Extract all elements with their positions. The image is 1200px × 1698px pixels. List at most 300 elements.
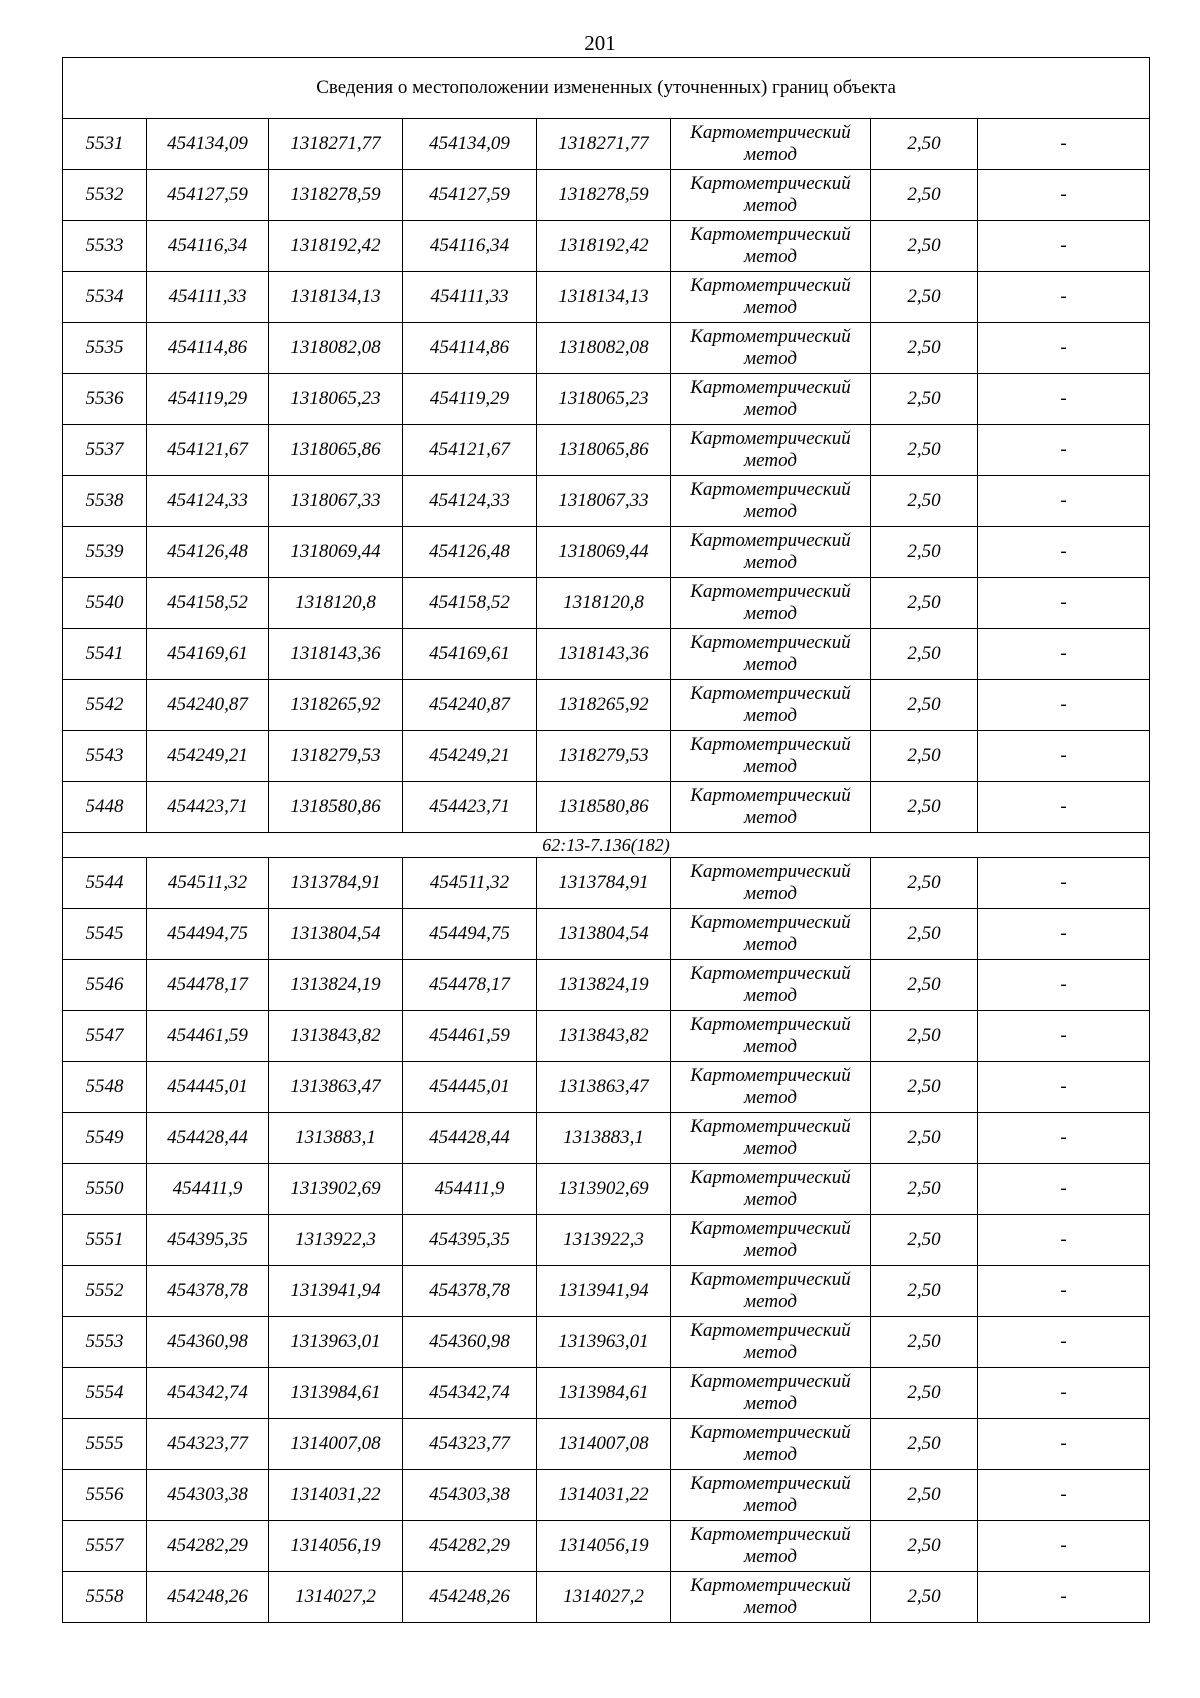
y-refined-cell: 1318265,92 bbox=[537, 680, 671, 731]
y-refined-cell: 1318067,33 bbox=[537, 476, 671, 527]
method-line-1: Картометрический bbox=[690, 224, 851, 245]
point-number-cell: 5539 bbox=[63, 527, 147, 578]
x-refined-cell: 454119,29 bbox=[403, 374, 537, 425]
determination-method-cell bbox=[671, 680, 871, 731]
x-existing-cell: 454169,61 bbox=[147, 629, 269, 680]
method-line-2: метод bbox=[744, 1087, 797, 1108]
x-existing-cell: 454478,17 bbox=[147, 960, 269, 1011]
y-existing-cell: 1313941,94 bbox=[269, 1266, 403, 1317]
x-existing-cell: 454111,33 bbox=[147, 272, 269, 323]
determination-method-cell bbox=[671, 1011, 871, 1062]
determination-method-cell bbox=[671, 170, 871, 221]
section-label: 62:13-7.136(182) bbox=[63, 833, 1150, 858]
x-refined-cell: 454428,44 bbox=[403, 1113, 537, 1164]
x-existing-cell: 454249,21 bbox=[147, 731, 269, 782]
precision-cell: 2,50 bbox=[871, 858, 978, 909]
y-refined-cell: 1318279,53 bbox=[537, 731, 671, 782]
x-refined-cell: 454248,26 bbox=[403, 1572, 537, 1623]
method-line-2: метод bbox=[744, 348, 797, 369]
x-existing-cell: 454282,29 bbox=[147, 1521, 269, 1572]
method-line-2: метод bbox=[744, 883, 797, 904]
y-existing-cell: 1313824,19 bbox=[269, 960, 403, 1011]
description-cell: - bbox=[978, 960, 1150, 1011]
x-existing-cell: 454116,34 bbox=[147, 221, 269, 272]
method-line-1: Картометрический bbox=[690, 683, 851, 704]
method-line-1: Картометрический bbox=[690, 1320, 851, 1341]
y-existing-cell: 1318065,23 bbox=[269, 374, 403, 425]
method-line-2: метод bbox=[744, 705, 797, 726]
x-refined-cell: 454240,87 bbox=[403, 680, 537, 731]
table-row bbox=[63, 323, 1150, 374]
x-existing-cell: 454342,74 bbox=[147, 1368, 269, 1419]
method-line-1: Картометрический bbox=[690, 861, 851, 882]
x-refined-cell: 454134,09 bbox=[403, 119, 537, 170]
y-existing-cell: 1313902,69 bbox=[269, 1164, 403, 1215]
description-cell: - bbox=[978, 782, 1150, 833]
method-line-2: метод bbox=[744, 654, 797, 675]
point-number-cell: 5448 bbox=[63, 782, 147, 833]
point-number-cell: 5558 bbox=[63, 1572, 147, 1623]
y-existing-cell: 1318265,92 bbox=[269, 680, 403, 731]
x-existing-cell: 454445,01 bbox=[147, 1062, 269, 1113]
x-existing-cell: 454511,32 bbox=[147, 858, 269, 909]
method-line-1: Картометрический bbox=[690, 1575, 851, 1596]
point-number-cell: 5540 bbox=[63, 578, 147, 629]
precision-cell: 2,50 bbox=[871, 680, 978, 731]
y-refined-cell: 1313941,94 bbox=[537, 1266, 671, 1317]
precision-cell: 2,50 bbox=[871, 425, 978, 476]
y-refined-cell: 1314007,08 bbox=[537, 1419, 671, 1470]
description-cell: - bbox=[978, 425, 1150, 476]
table-title-row bbox=[63, 58, 1150, 119]
x-refined-cell: 454461,59 bbox=[403, 1011, 537, 1062]
precision-cell: 2,50 bbox=[871, 1368, 978, 1419]
description-cell: - bbox=[978, 1113, 1150, 1164]
method-line-1: Картометрический bbox=[690, 1014, 851, 1035]
method-line-2: метод bbox=[744, 501, 797, 522]
point-number-cell: 5552 bbox=[63, 1266, 147, 1317]
determination-method-cell bbox=[671, 731, 871, 782]
precision-cell: 2,50 bbox=[871, 1572, 978, 1623]
description-cell: - bbox=[978, 680, 1150, 731]
y-refined-cell: 1313902,69 bbox=[537, 1164, 671, 1215]
y-existing-cell: 1313843,82 bbox=[269, 1011, 403, 1062]
point-number-cell: 5537 bbox=[63, 425, 147, 476]
point-number-cell: 5531 bbox=[63, 119, 147, 170]
precision-cell: 2,50 bbox=[871, 909, 978, 960]
table-row bbox=[63, 1062, 1150, 1113]
y-existing-cell: 1313804,54 bbox=[269, 909, 403, 960]
method-line-2: метод bbox=[744, 603, 797, 624]
determination-method-cell bbox=[671, 1521, 871, 1572]
description-cell: - bbox=[978, 858, 1150, 909]
x-existing-cell: 454494,75 bbox=[147, 909, 269, 960]
determination-method-cell bbox=[671, 858, 871, 909]
method-line-2: метод bbox=[744, 1291, 797, 1312]
y-refined-cell: 1313784,91 bbox=[537, 858, 671, 909]
method-line-1: Картометрический bbox=[690, 1167, 851, 1188]
method-line-2: метод bbox=[744, 1444, 797, 1465]
table-row bbox=[63, 1470, 1150, 1521]
point-number-cell: 5545 bbox=[63, 909, 147, 960]
precision-cell: 2,50 bbox=[871, 476, 978, 527]
y-refined-cell: 1313963,01 bbox=[537, 1317, 671, 1368]
x-existing-cell: 454121,67 bbox=[147, 425, 269, 476]
method-line-1: Картометрический bbox=[690, 1371, 851, 1392]
method-line-2: метод bbox=[744, 1138, 797, 1159]
method-line-1: Картометрический bbox=[690, 1218, 851, 1239]
table-row bbox=[63, 476, 1150, 527]
description-cell: - bbox=[978, 1317, 1150, 1368]
determination-method-cell bbox=[671, 1470, 871, 1521]
description-cell: - bbox=[978, 527, 1150, 578]
y-existing-cell: 1313784,91 bbox=[269, 858, 403, 909]
y-existing-cell: 1313922,3 bbox=[269, 1215, 403, 1266]
point-number-cell: 5533 bbox=[63, 221, 147, 272]
precision-cell: 2,50 bbox=[871, 782, 978, 833]
point-number-cell: 5555 bbox=[63, 1419, 147, 1470]
precision-cell: 2,50 bbox=[871, 1215, 978, 1266]
precision-cell: 2,50 bbox=[871, 731, 978, 782]
determination-method-cell bbox=[671, 909, 871, 960]
point-number-cell: 5538 bbox=[63, 476, 147, 527]
y-refined-cell: 1313863,47 bbox=[537, 1062, 671, 1113]
determination-method-cell bbox=[671, 119, 871, 170]
method-line-2: метод bbox=[744, 297, 797, 318]
point-number-cell: 5532 bbox=[63, 170, 147, 221]
x-refined-cell: 454158,52 bbox=[403, 578, 537, 629]
table-title: Сведения о местоположении измененных (уточненных) границ объекта bbox=[63, 58, 1150, 119]
method-line-1: Картометрический bbox=[690, 581, 851, 602]
x-refined-cell: 454114,86 bbox=[403, 323, 537, 374]
method-line-2: метод bbox=[744, 985, 797, 1006]
table-row bbox=[63, 731, 1150, 782]
determination-method-cell bbox=[671, 1215, 871, 1266]
precision-cell: 2,50 bbox=[871, 1317, 978, 1368]
method-line-1: Картометрический bbox=[690, 1473, 851, 1494]
description-cell: - bbox=[978, 374, 1150, 425]
determination-method-cell bbox=[671, 1419, 871, 1470]
precision-cell: 2,50 bbox=[871, 1113, 978, 1164]
method-line-1: Картометрический bbox=[690, 734, 851, 755]
description-cell: - bbox=[978, 1521, 1150, 1572]
point-number-cell: 5551 bbox=[63, 1215, 147, 1266]
table-row bbox=[63, 1419, 1150, 1470]
point-number-cell: 5543 bbox=[63, 731, 147, 782]
section-row bbox=[63, 833, 1150, 858]
method-line-2: метод bbox=[744, 1495, 797, 1516]
description-cell: - bbox=[978, 119, 1150, 170]
method-line-2: метод bbox=[744, 246, 797, 267]
table-row bbox=[63, 1011, 1150, 1062]
y-existing-cell: 1318143,36 bbox=[269, 629, 403, 680]
determination-method-cell bbox=[671, 476, 871, 527]
method-line-1: Картометрический bbox=[690, 1269, 851, 1290]
y-refined-cell: 1313824,19 bbox=[537, 960, 671, 1011]
description-cell: - bbox=[978, 578, 1150, 629]
y-existing-cell: 1318279,53 bbox=[269, 731, 403, 782]
y-existing-cell: 1313863,47 bbox=[269, 1062, 403, 1113]
table-row bbox=[63, 119, 1150, 170]
y-refined-cell: 1314056,19 bbox=[537, 1521, 671, 1572]
x-existing-cell: 454126,48 bbox=[147, 527, 269, 578]
description-cell: - bbox=[978, 1470, 1150, 1521]
x-existing-cell: 454378,78 bbox=[147, 1266, 269, 1317]
table-row bbox=[63, 1572, 1150, 1623]
description-cell: - bbox=[978, 1368, 1150, 1419]
x-refined-cell: 454282,29 bbox=[403, 1521, 537, 1572]
table-row bbox=[63, 1266, 1150, 1317]
y-refined-cell: 1318065,86 bbox=[537, 425, 671, 476]
precision-cell: 2,50 bbox=[871, 578, 978, 629]
point-number-cell: 5546 bbox=[63, 960, 147, 1011]
precision-cell: 2,50 bbox=[871, 1521, 978, 1572]
x-refined-cell: 454342,74 bbox=[403, 1368, 537, 1419]
description-cell: - bbox=[978, 323, 1150, 374]
description-cell: - bbox=[978, 1266, 1150, 1317]
x-existing-cell: 454323,77 bbox=[147, 1419, 269, 1470]
table-row bbox=[63, 425, 1150, 476]
determination-method-cell bbox=[671, 578, 871, 629]
point-number-cell: 5556 bbox=[63, 1470, 147, 1521]
x-refined-cell: 454411,9 bbox=[403, 1164, 537, 1215]
method-line-1: Картометрический bbox=[690, 963, 851, 984]
x-refined-cell: 454111,33 bbox=[403, 272, 537, 323]
y-existing-cell: 1318580,86 bbox=[269, 782, 403, 833]
y-existing-cell: 1313984,61 bbox=[269, 1368, 403, 1419]
method-line-1: Картометрический bbox=[690, 326, 851, 347]
y-existing-cell: 1314027,2 bbox=[269, 1572, 403, 1623]
method-line-1: Картометрический bbox=[690, 275, 851, 296]
y-existing-cell: 1318065,86 bbox=[269, 425, 403, 476]
y-refined-cell: 1318278,59 bbox=[537, 170, 671, 221]
method-line-2: метод bbox=[744, 144, 797, 165]
table-row bbox=[63, 1164, 1150, 1215]
table-row bbox=[63, 1368, 1150, 1419]
y-refined-cell: 1318082,08 bbox=[537, 323, 671, 374]
x-refined-cell: 454378,78 bbox=[403, 1266, 537, 1317]
x-existing-cell: 454119,29 bbox=[147, 374, 269, 425]
x-existing-cell: 454303,38 bbox=[147, 1470, 269, 1521]
table-row bbox=[63, 1317, 1150, 1368]
y-refined-cell: 1313922,3 bbox=[537, 1215, 671, 1266]
precision-cell: 2,50 bbox=[871, 323, 978, 374]
table-row bbox=[63, 858, 1150, 909]
precision-cell: 2,50 bbox=[871, 119, 978, 170]
precision-cell: 2,50 bbox=[871, 374, 978, 425]
point-number-cell: 5534 bbox=[63, 272, 147, 323]
table-row bbox=[63, 909, 1150, 960]
y-refined-cell: 1314027,2 bbox=[537, 1572, 671, 1623]
method-line-2: метод bbox=[744, 1240, 797, 1261]
y-existing-cell: 1318192,42 bbox=[269, 221, 403, 272]
method-line-2: метод bbox=[744, 1036, 797, 1057]
y-refined-cell: 1318271,77 bbox=[537, 119, 671, 170]
precision-cell: 2,50 bbox=[871, 221, 978, 272]
point-number-cell: 5557 bbox=[63, 1521, 147, 1572]
table-row bbox=[63, 272, 1150, 323]
point-number-cell: 5547 bbox=[63, 1011, 147, 1062]
x-existing-cell: 454127,59 bbox=[147, 170, 269, 221]
x-existing-cell: 454395,35 bbox=[147, 1215, 269, 1266]
x-refined-cell: 454116,34 bbox=[403, 221, 537, 272]
method-line-1: Картометрический bbox=[690, 428, 851, 449]
y-existing-cell: 1314056,19 bbox=[269, 1521, 403, 1572]
y-existing-cell: 1318271,77 bbox=[269, 119, 403, 170]
y-existing-cell: 1318134,13 bbox=[269, 272, 403, 323]
method-line-2: метод bbox=[744, 807, 797, 828]
y-refined-cell: 1318069,44 bbox=[537, 527, 671, 578]
y-refined-cell: 1318192,42 bbox=[537, 221, 671, 272]
description-cell: - bbox=[978, 1062, 1150, 1113]
y-refined-cell: 1318580,86 bbox=[537, 782, 671, 833]
method-line-1: Картометрический bbox=[690, 912, 851, 933]
x-refined-cell: 454124,33 bbox=[403, 476, 537, 527]
determination-method-cell bbox=[671, 1062, 871, 1113]
description-cell: - bbox=[978, 1419, 1150, 1470]
determination-method-cell bbox=[671, 1164, 871, 1215]
precision-cell: 2,50 bbox=[871, 527, 978, 578]
method-line-2: метод bbox=[744, 756, 797, 777]
x-existing-cell: 454411,9 bbox=[147, 1164, 269, 1215]
determination-method-cell bbox=[671, 272, 871, 323]
point-number-cell: 5553 bbox=[63, 1317, 147, 1368]
y-refined-cell: 1318065,23 bbox=[537, 374, 671, 425]
determination-method-cell bbox=[671, 1572, 871, 1623]
point-number-cell: 5550 bbox=[63, 1164, 147, 1215]
y-refined-cell: 1313804,54 bbox=[537, 909, 671, 960]
x-refined-cell: 454423,71 bbox=[403, 782, 537, 833]
determination-method-cell bbox=[671, 960, 871, 1011]
table-row bbox=[63, 527, 1150, 578]
method-line-1: Картометрический bbox=[690, 1065, 851, 1086]
x-refined-cell: 454360,98 bbox=[403, 1317, 537, 1368]
determination-method-cell bbox=[671, 782, 871, 833]
table-row bbox=[63, 578, 1150, 629]
description-cell: - bbox=[978, 909, 1150, 960]
method-line-1: Картометрический bbox=[690, 785, 851, 806]
coordinates-table bbox=[62, 57, 1150, 1623]
determination-method-cell bbox=[671, 221, 871, 272]
table-row bbox=[63, 629, 1150, 680]
determination-method-cell bbox=[671, 374, 871, 425]
x-refined-cell: 454494,75 bbox=[403, 909, 537, 960]
method-line-2: метод bbox=[744, 1342, 797, 1363]
table-row bbox=[63, 170, 1150, 221]
y-refined-cell: 1318134,13 bbox=[537, 272, 671, 323]
point-number-cell: 5549 bbox=[63, 1113, 147, 1164]
x-existing-cell: 454240,87 bbox=[147, 680, 269, 731]
method-line-2: метод bbox=[744, 934, 797, 955]
determination-method-cell bbox=[671, 1266, 871, 1317]
table-row bbox=[63, 960, 1150, 1011]
description-cell: - bbox=[978, 1572, 1150, 1623]
point-number-cell: 5548 bbox=[63, 1062, 147, 1113]
x-refined-cell: 454511,32 bbox=[403, 858, 537, 909]
description-cell: - bbox=[978, 272, 1150, 323]
table-row bbox=[63, 1521, 1150, 1572]
x-existing-cell: 454423,71 bbox=[147, 782, 269, 833]
description-cell: - bbox=[978, 731, 1150, 782]
method-line-1: Картометрический bbox=[690, 1524, 851, 1545]
method-line-1: Картометрический bbox=[690, 479, 851, 500]
y-existing-cell: 1318067,33 bbox=[269, 476, 403, 527]
x-existing-cell: 454428,44 bbox=[147, 1113, 269, 1164]
y-existing-cell: 1313883,1 bbox=[269, 1113, 403, 1164]
x-refined-cell: 454323,77 bbox=[403, 1419, 537, 1470]
x-refined-cell: 454169,61 bbox=[403, 629, 537, 680]
description-cell: - bbox=[978, 629, 1150, 680]
determination-method-cell bbox=[671, 1368, 871, 1419]
description-cell: - bbox=[978, 476, 1150, 527]
x-existing-cell: 454248,26 bbox=[147, 1572, 269, 1623]
point-number-cell: 5554 bbox=[63, 1368, 147, 1419]
precision-cell: 2,50 bbox=[871, 1062, 978, 1113]
x-existing-cell: 454360,98 bbox=[147, 1317, 269, 1368]
x-refined-cell: 454395,35 bbox=[403, 1215, 537, 1266]
point-number-cell: 5542 bbox=[63, 680, 147, 731]
y-refined-cell: 1318143,36 bbox=[537, 629, 671, 680]
determination-method-cell bbox=[671, 425, 871, 476]
y-existing-cell: 1318278,59 bbox=[269, 170, 403, 221]
description-cell: - bbox=[978, 1215, 1150, 1266]
x-refined-cell: 454445,01 bbox=[403, 1062, 537, 1113]
description-cell: - bbox=[978, 221, 1150, 272]
method-line-2: метод bbox=[744, 1546, 797, 1567]
precision-cell: 2,50 bbox=[871, 629, 978, 680]
precision-cell: 2,50 bbox=[871, 272, 978, 323]
precision-cell: 2,50 bbox=[871, 1419, 978, 1470]
method-line-2: метод bbox=[744, 1189, 797, 1210]
determination-method-cell bbox=[671, 629, 871, 680]
precision-cell: 2,50 bbox=[871, 170, 978, 221]
precision-cell: 2,50 bbox=[871, 1164, 978, 1215]
precision-cell: 2,50 bbox=[871, 1470, 978, 1521]
method-line-2: метод bbox=[744, 552, 797, 573]
x-refined-cell: 454127,59 bbox=[403, 170, 537, 221]
x-refined-cell: 454303,38 bbox=[403, 1470, 537, 1521]
y-existing-cell: 1314031,22 bbox=[269, 1470, 403, 1521]
table-row bbox=[63, 1215, 1150, 1266]
x-existing-cell: 454134,09 bbox=[147, 119, 269, 170]
method-line-2: метод bbox=[744, 399, 797, 420]
point-number-cell: 5536 bbox=[63, 374, 147, 425]
method-line-1: Картометрический bbox=[690, 122, 851, 143]
y-refined-cell: 1313843,82 bbox=[537, 1011, 671, 1062]
determination-method-cell bbox=[671, 527, 871, 578]
x-existing-cell: 454114,86 bbox=[147, 323, 269, 374]
method-line-1: Картометрический bbox=[690, 1422, 851, 1443]
y-refined-cell: 1314031,22 bbox=[537, 1470, 671, 1521]
x-existing-cell: 454158,52 bbox=[147, 578, 269, 629]
method-line-2: метод bbox=[744, 195, 797, 216]
y-existing-cell: 1318120,8 bbox=[269, 578, 403, 629]
x-refined-cell: 454249,21 bbox=[403, 731, 537, 782]
determination-method-cell bbox=[671, 323, 871, 374]
description-cell: - bbox=[978, 1011, 1150, 1062]
x-existing-cell: 454124,33 bbox=[147, 476, 269, 527]
page-number: 201 bbox=[584, 31, 616, 55]
x-existing-cell: 454461,59 bbox=[147, 1011, 269, 1062]
determination-method-cell bbox=[671, 1113, 871, 1164]
description-cell: - bbox=[978, 1164, 1150, 1215]
table-row bbox=[63, 782, 1150, 833]
method-line-1: Картометрический bbox=[690, 377, 851, 398]
table-row bbox=[63, 374, 1150, 425]
method-line-2: метод bbox=[744, 1597, 797, 1618]
x-refined-cell: 454121,67 bbox=[403, 425, 537, 476]
precision-cell: 2,50 bbox=[871, 1266, 978, 1317]
